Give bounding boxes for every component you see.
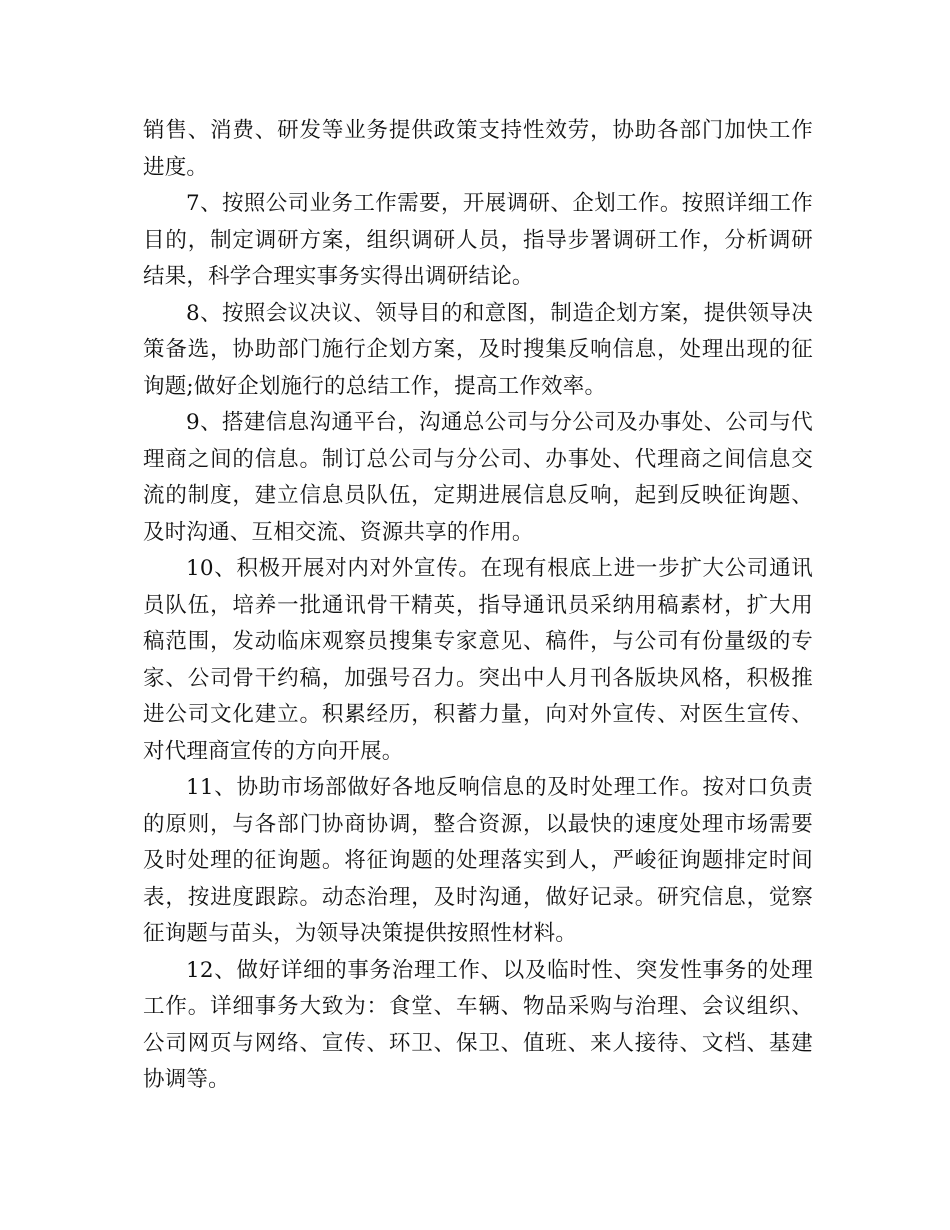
document-body bbox=[143, 113, 813, 1099]
paragraph-item-7: 7、按照公司业务工作需要，开展调研、企划工作。按照详细工作目的，制定调研方案，组织调研人员，指导步署调研工作，分析调研结果，科学合理实事务实得出调研结论。 bbox=[143, 191, 813, 289]
paragraph-item-11: 11、协助市场部做好各地反响信息的及时处理工作。按对口负责的原则，与各部门协商协调，整合资源，以最快的速度处理市场需要及时处理的征询题。将征询题的处理落实到人，严峻征询题排定时间表，按进度跟踪。动态治理，及时沟通，做好记录。研究信息，觉察征询题与苗头，为领导决策提供按照性材料。 bbox=[143, 775, 813, 946]
paragraph-item-12: 12、做好详细的事务治理工作、以及临时性、突发性事务的处理工作。详细事务大致为：食堂、车辆、物品采购与治理、会议组织、公司网页与网络、宣传、环卫、保卫、值班、来人接待、文档、基建协调等。 bbox=[143, 957, 813, 1092]
paragraph-item-9: 9、搭建信息沟通平台，沟通总公司与分公司及办事处、公司与代理商之间的信息。制订总公司与分公司、办事处、代理商之间信息交流的制度，建立信息员队伍，定期进展信息反响，起到反映征询题、及时沟通、互相交流、资源共享的作用。 bbox=[143, 410, 813, 545]
paragraph-continuation: 销售、消费、研发等业务提供政策支持性效劳，协助各部门加快工作进度。 bbox=[143, 118, 813, 180]
paragraph-item-8: 8、按照会议决议、领导目的和意图，制造企划方案，提供领导决策备选，协助部门施行企划方案，及时搜集反响信息，处理出现的征询题;做好企划施行的总结工作，提高工作效率。 bbox=[143, 300, 813, 399]
paragraph-item-10: 10、积极开展对内对外宣传。在现有根底上进一步扩大公司通讯员队伍，培养一批通讯骨干精英，指导通讯员采纳用稿素材，扩大用稿范围，发动临床观察员搜集专家意见、稿件，与公司有份量级的专家、公司骨干约稿，加强号召力。突出中人月刊各版块风格，积极推进公司文化建立。积累经历，积蓄力量，向对外宣传、对医生宣传、对代理商宣传的方向开展。 bbox=[143, 556, 813, 764]
